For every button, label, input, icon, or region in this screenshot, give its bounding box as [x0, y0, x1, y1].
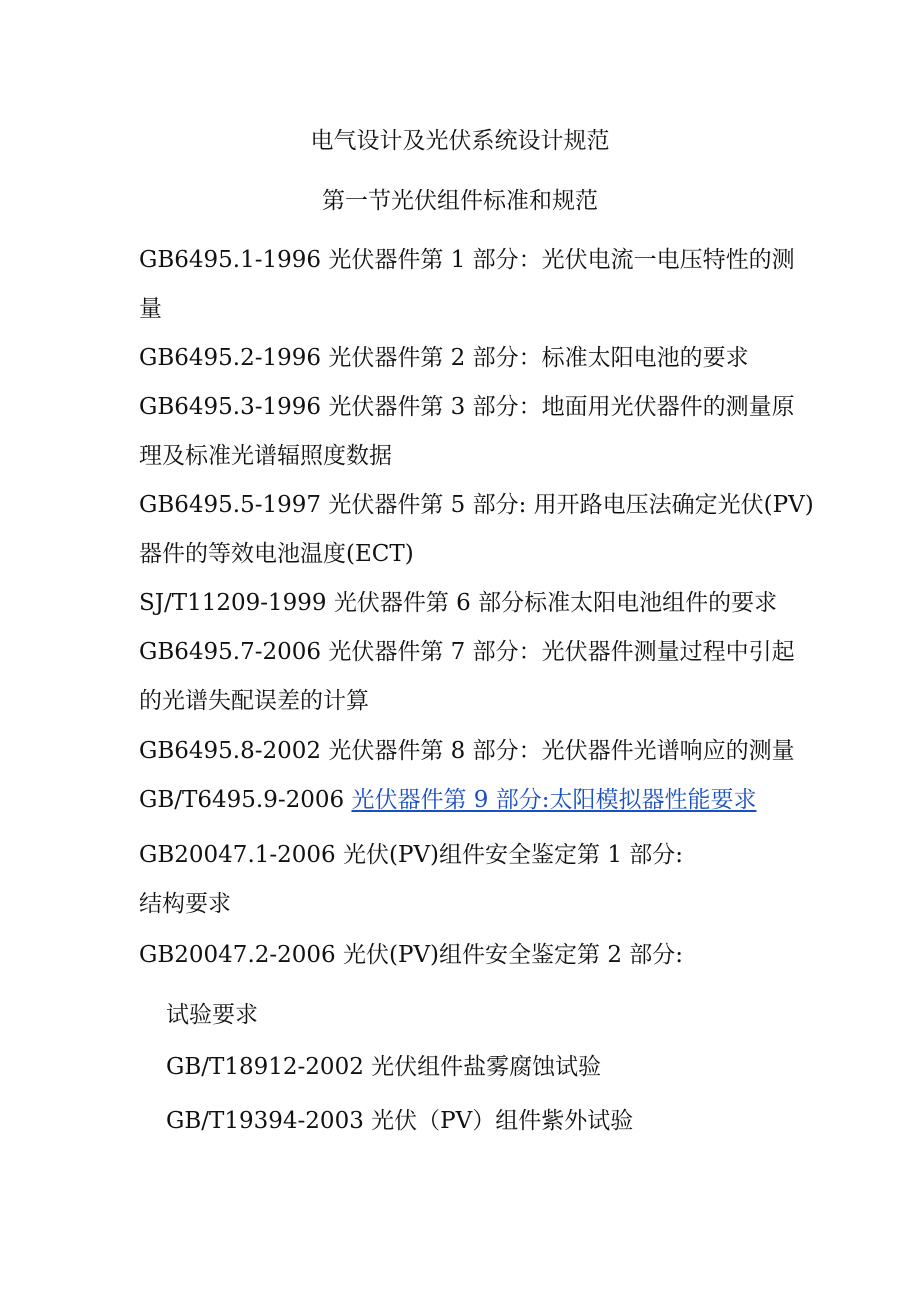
standard-line: GB20047.1-2006 光伏(PV)组件安全鉴定第 1 部分:: [139, 842, 684, 868]
standard-line: 量: [139, 296, 162, 322]
standard-line: GB6495.3-1996 光伏器件第 3 部分：地面用光伏器件的测量原: [139, 394, 795, 420]
standard-line: GB6495.2-1996 光伏器件第 2 部分：标准太阳电池的要求: [139, 345, 749, 371]
standard-line: 器件的等效电池温度(ECT): [139, 541, 414, 567]
standard-line: GB20047.2-2006 光伏(PV)组件安全鉴定第 2 部分:: [139, 942, 684, 968]
standard-line: GB6495.5-1997 光伏器件第 5 部分: 用开路电压法确定光伏(PV): [139, 492, 814, 518]
section-heading: 第一节光伏组件标准和规范: [322, 188, 598, 214]
standard-line: GB6495.8-2002 光伏器件第 8 部分：光伏器件光谱响应的测量: [139, 738, 795, 764]
indented-line: 试验要求: [166, 1002, 258, 1028]
standard-line: 的光谱失配误差的计算: [139, 688, 369, 714]
document-title: 电气设计及光伏系统设计规范: [310, 128, 610, 154]
standard-line: GB6495.1-1996 光伏器件第 1 部分：光伏电流一电压特性的测: [139, 247, 795, 273]
standard-line: GB6495.7-2006 光伏器件第 7 部分：光伏器件测量过程中引起: [139, 639, 795, 665]
standard-line-with-link: [139, 785, 756, 815]
standard-title-link[interactable]: 光伏器件第 9 部分:太阳模拟器性能要求: [351, 787, 757, 813]
indented-line: GB/T18912-2002 光伏组件盐雾腐蚀试验: [166, 1054, 602, 1080]
standard-code: GB/T6495.9-2006: [139, 787, 352, 813]
standard-line: SJ/T11209-1999 光伏器件第 6 部分标准太阳电池组件的要求: [139, 590, 778, 616]
indented-line: GB/T19394-2003 光伏（PV）组件紫外试验: [166, 1108, 634, 1134]
standard-line: 结构要求: [139, 891, 231, 917]
standard-line: 理及标准光谱辐照度数据: [139, 443, 392, 469]
